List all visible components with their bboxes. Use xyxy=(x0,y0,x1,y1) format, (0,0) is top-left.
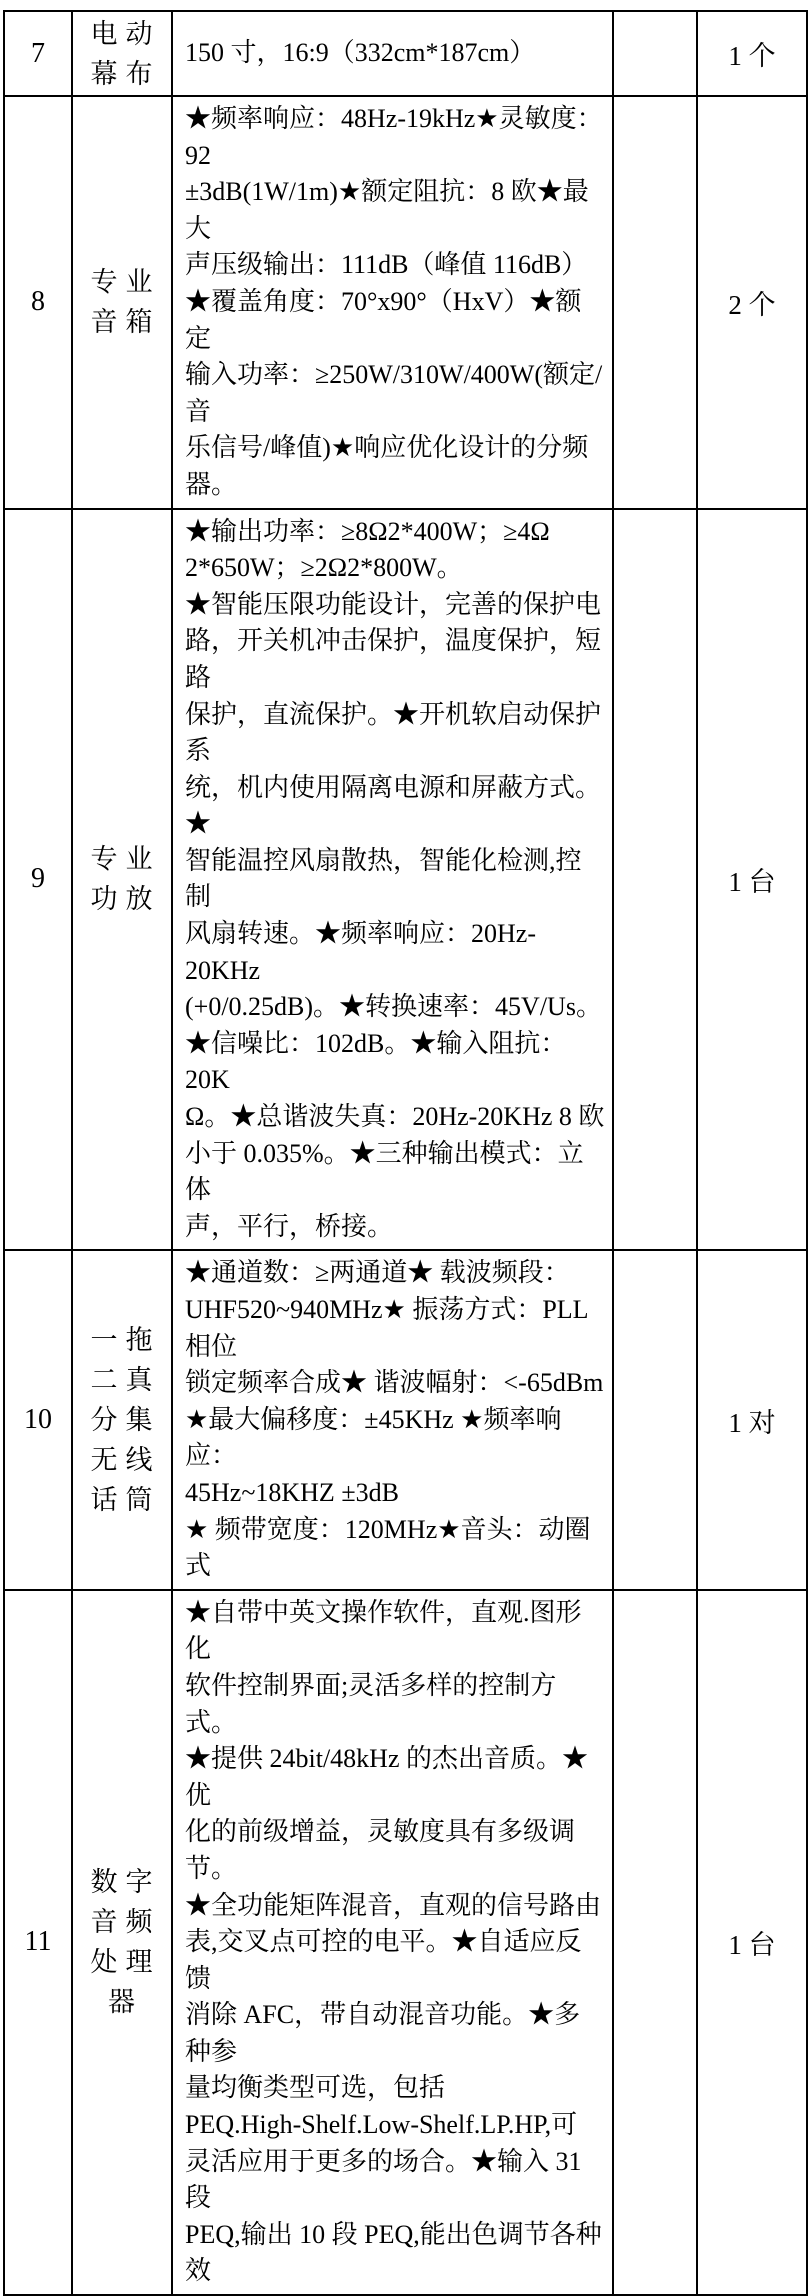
brand-cell xyxy=(613,96,697,509)
row-number-cell: 8 xyxy=(4,96,72,509)
quantity-cell: 1 台 xyxy=(697,509,807,1251)
brand-cell xyxy=(613,11,697,96)
row-number-cell: 10 xyxy=(4,1250,72,1589)
device-name-cell: 电动 幕布 xyxy=(72,11,172,96)
quantity-cell: 1 台 xyxy=(697,1590,807,2295)
table-row xyxy=(4,96,807,509)
device-name-cell: 一拖 二真 分集 无线 话筒 xyxy=(72,1250,172,1589)
table-row xyxy=(4,1250,807,1589)
row-number-cell: 11 xyxy=(4,1590,72,2295)
table-row xyxy=(4,509,807,1251)
quantity-cell: 1 对 xyxy=(697,1250,807,1589)
table-row xyxy=(4,1590,807,2295)
quantity-cell: 2 个 xyxy=(697,96,807,509)
brand-cell xyxy=(613,1250,697,1589)
spec-cell: 150 寸，16:9（332cm*187cm） xyxy=(172,11,613,96)
spec-cell: ★输出功率：≥8Ω2*400W；≥4Ω 2*650W；≥2Ω2*800W。 ★智能压限功能设计，完善的保护电 路，开关机冲击保护，温度保护，短路 保护，直流保护。★开机软启动保护系 统，机内使用隔离电源和屏蔽方式。★ 智能温控风扇散热，智能化检测,控制 风扇转速。★频率响应：20Hz-20KHz (+0/0.25dB)。★转换速率：45V/Us。 ★信噪比：102dB。★输入阻抗：20K Ω。★总谐波失真：20Hz-20KHz 8 欧 小于 0.035%。★三种输出模式：立体 声，平行，桥接。 xyxy=(172,509,613,1251)
equipment-spec-table xyxy=(3,10,808,2296)
quantity-cell: 1 个 xyxy=(697,11,807,96)
spec-cell: ★频率响应：48Hz-19kHz★灵敏度：92 ±3dB(1W/1m)★额定阻抗：8 欧★最大 声压级输出：111dB（峰值 116dB） ★覆盖角度：70°x90°（HxV）★额定 输入功率：≥250W/310W/400W(额定/音 乐信号/峰值)★响应优化设计的分频 器。 xyxy=(172,96,613,509)
spec-cell: ★自带中英文操作软件，直观.图形化 软件控制界面;灵活多样的控制方式。 ★提供 24bit/48kHz 的杰出音质。★优 化的前级增益，灵敏度具有多级调节。 ★全功能矩阵混音，直观的信号路由 表,交叉点可控的电平。★自适应反馈 消除 AFC，带自动混音功能。★多种参 量均衡类型可选，包括 PEQ.High-Shelf.Low-Shelf.LP.HP,可 灵活应用于更多的场合。★输入 31 段 PEQ,输出 10 段 PEQ,能出色调节各种效 xyxy=(172,1590,613,2295)
spec-cell: ★通道数：≥两通道★ 载波频段： UHF520~940MHz★ 振荡方式：PLL 相位 锁定频率合成★ 谐波幅射：<-65dBm ★最大偏移度：±45KHz ★频率响应： 45Hz~18KHZ ±3dB ★ 频带宽度：120MHz★音头：动圈式 xyxy=(172,1250,613,1589)
row-number-cell: 7 xyxy=(4,11,72,96)
device-name-cell: 专业 功放 xyxy=(72,509,172,1251)
brand-cell xyxy=(613,509,697,1251)
table-row xyxy=(4,11,807,96)
brand-cell xyxy=(613,1590,697,2295)
device-name-cell: 专业 音箱 xyxy=(72,96,172,509)
row-number-cell: 9 xyxy=(4,509,72,1251)
device-name-cell: 数字 音频 处理 器 xyxy=(72,1590,172,2295)
